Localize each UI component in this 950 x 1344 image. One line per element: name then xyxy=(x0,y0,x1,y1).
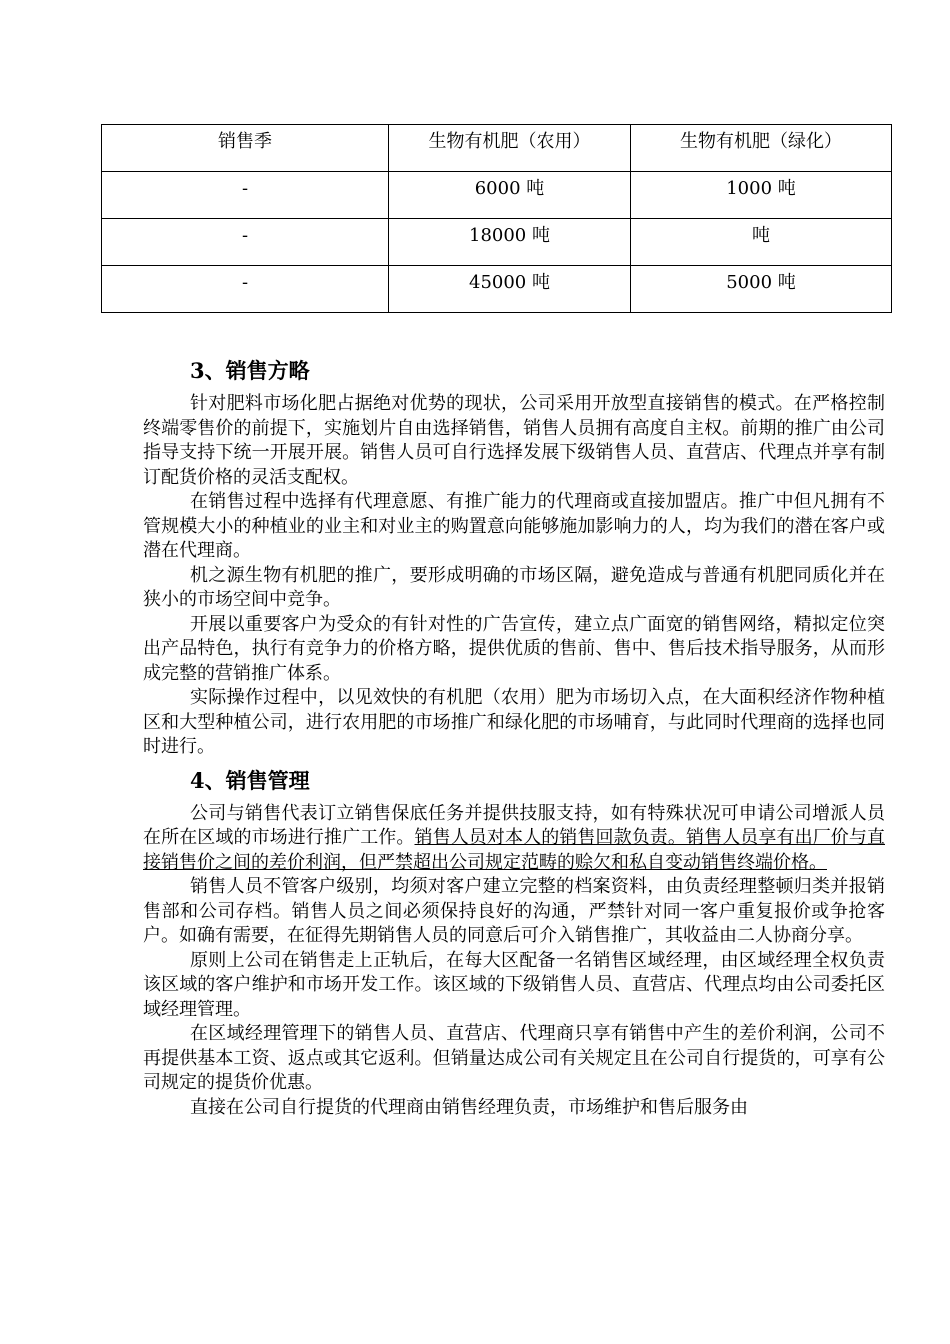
body-text xyxy=(143,356,885,1120)
paragraph: 实际操作过程中，以见效快的有机肥（农用）肥为市场切入点，在大面积经济作物种植区和大型种植公司，进行农用肥的市场推广和绿化肥的市场哺育，与此同时代理商的选择也同时进行。 xyxy=(143,687,885,757)
table-cell: 吨 xyxy=(631,219,892,266)
paragraph: 针对肥料市场化肥占据绝对优势的现状，公司采用开放型直接销售的模式。在严格控制终端零售价的前提下，实施划片自由选择销售，销售人员拥有高度自主权。前期的推广由公司指导支持下统一开展开展。销售人员可自行选择发展下级销售人员、直营店、代理点并享有制订配货价格的灵活支配权。 xyxy=(143,393,885,488)
paragraph xyxy=(143,802,885,876)
section-heading-sales-strategy: 3、销售方略 xyxy=(190,358,310,383)
table-cell: 45000 吨 xyxy=(389,266,631,313)
table-cell: 18000 吨 xyxy=(389,219,631,266)
paragraph: 直接在公司自行提货的代理商由销售经理负责，市场维护和售后服务由 xyxy=(190,1096,748,1118)
sales-volume-table xyxy=(101,124,892,313)
section-heading-sales-management: 4、销售管理 xyxy=(190,767,310,793)
table-row xyxy=(102,266,892,313)
paragraph: 开展以重要客户为受众的有针对性的广告宣传，建立点广面宽的销售网络，精拟定位突出产品特色，执行有竞争力的价格方略，提供优质的售前、售中、售后技术指导服务，从而形成完整的营销推广体系。 xyxy=(143,613,885,684)
table-header-cell: 生物有机肥（农用） xyxy=(389,125,631,172)
table-header-cell: 销售季 xyxy=(102,125,389,172)
paragraph: 在销售过程中选择有代理意愿、有推广能力的代理商或直接加盟店。推广中但凡拥有不管规模大小的种植业的业主和对业主的购置意向能够施加影响力的人，均为我们的潜在客户或潜在代理商。 xyxy=(143,491,885,561)
table-cell: 5000 吨 xyxy=(631,266,892,313)
table-row xyxy=(102,219,892,266)
table-cell: 6000 吨 xyxy=(389,172,631,219)
table-cell: - xyxy=(102,266,389,313)
paragraph: 销售人员不管客户级别，均须对客户建立完整的档案资料，由负责经理整顿归类并报销售部和公司存档。销售人员之间必须保持良好的沟通，严禁针对同一客户重复报价或争抢客户。如确有需要，在征得先期销售人员的同意后可介入销售推广，其收益由二人协商分享。 xyxy=(143,876,885,946)
paragraph: 原则上公司在销售走上正轨后，在每大区配备一名销售区域经理，由区域经理全权负责该区域的客户维护和市场开发工作。该区域的下级销售人员、直营店、代理点均由公司委托区域经理管理。 xyxy=(143,949,885,1020)
table-header-row xyxy=(102,125,892,172)
table-cell: 1000 吨 xyxy=(631,172,892,219)
table-cell: - xyxy=(102,172,389,219)
table-header-cell: 生物有机肥（绿化） xyxy=(631,125,892,172)
underlined-text: 销售人员对本人的销售回款负责。销售人员享有出厂价与直接销售价之间的差价利润，但严禁超出公司规定范畴的赊欠和私自变动销售终端价格。 xyxy=(143,827,885,873)
table-row xyxy=(102,172,892,219)
paragraph-text: 公司与销售代表订立销售保底任务并提供技服支持，如有特殊状况可申请公司增派人员在所在区域的市场进行推广工作。 xyxy=(143,802,885,848)
paragraph: 在区域经理管理下的销售人员、直营店、代理商只享有销售中产生的差价利润，公司不再提供基本工资、返点或其它返利。但销量达成公司有关规定且在公司自行提货的，可享有公司规定的提货价优惠。 xyxy=(143,1023,885,1093)
table-cell: - xyxy=(102,219,389,266)
paragraph: 机之源生物有机肥的推广，要形成明确的市场区隔，避免造成与普通有机肥同质化并在狭小的市场空间中竞争。 xyxy=(143,564,885,610)
